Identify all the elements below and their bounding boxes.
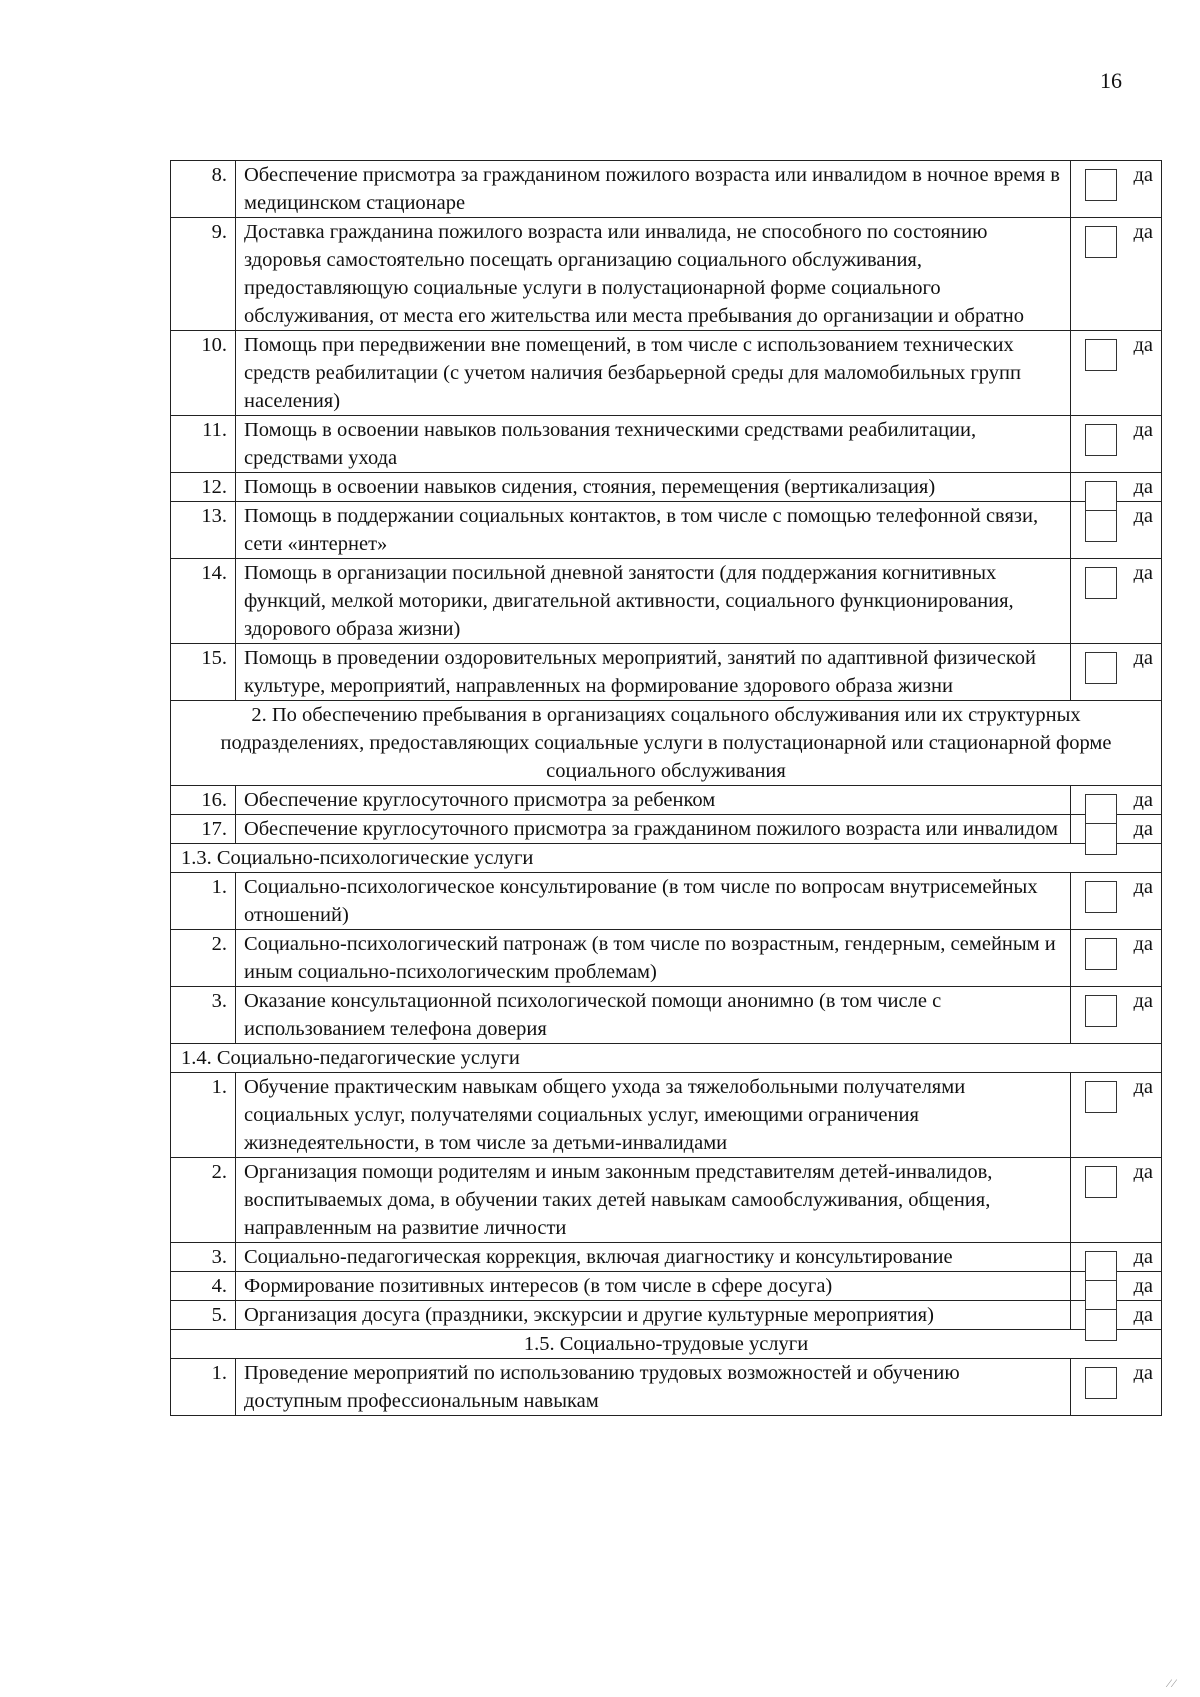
answer-label: да xyxy=(1133,505,1153,527)
service-row xyxy=(171,218,1162,331)
service-checkbox[interactable] xyxy=(1085,169,1117,201)
answer-label: да xyxy=(1133,933,1153,955)
answer-cell xyxy=(1071,930,1162,987)
answer-label: да xyxy=(1133,647,1153,669)
service-number: 1. xyxy=(171,1073,236,1158)
answer-cell xyxy=(1071,502,1162,559)
answer-label: да xyxy=(1133,476,1153,498)
service-row xyxy=(171,987,1162,1044)
service-checkbox[interactable] xyxy=(1085,510,1117,542)
answer-cell xyxy=(1071,218,1162,331)
service-checkbox[interactable] xyxy=(1085,995,1117,1027)
answer-label: да xyxy=(1133,1362,1153,1384)
service-row xyxy=(171,815,1162,844)
service-description: Социально-психологическое консультирование (в том числе по вопросам внутрисемейных отношений) xyxy=(236,873,1071,930)
service-description: Помощь в освоении навыков сидения, стояния, перемещения (вертикализация) xyxy=(236,473,1071,502)
service-description: Социально-психологический патронаж (в том числе по возрастным, гендерным, семейным и иным социально-психологическим проблемам) xyxy=(236,930,1071,987)
section-heading: 1.3. Социально-психологические услуги xyxy=(171,844,1162,873)
service-number: 2. xyxy=(171,930,236,987)
service-checkbox[interactable] xyxy=(1085,823,1117,855)
section-title-row xyxy=(171,844,1162,873)
answer-label: да xyxy=(1133,1275,1153,1297)
section-heading: 1.4. Социально-педагогические услуги xyxy=(171,1044,1162,1073)
service-number: 3. xyxy=(171,1243,236,1272)
service-description: Оказание консультационной психологической помощи анонимно (в том числе с использованием телефона доверия xyxy=(236,987,1071,1044)
service-row xyxy=(171,1359,1162,1416)
service-description: Обеспечение круглосуточного присмотра за ребенком xyxy=(236,786,1071,815)
answer-cell xyxy=(1071,1073,1162,1158)
service-description: Организация помощи родителям и иным законным представителям детей-инвалидов, воспитываемых дома, в обучении таких детей навыкам самообслуживания, общения, направленным на развитие личности xyxy=(236,1158,1071,1243)
service-description: Обеспечение присмотра за гражданином пожилого возраста или инвалидом в ночное время в медицинском стационаре xyxy=(236,161,1071,218)
service-checkbox[interactable] xyxy=(1085,938,1117,970)
service-row xyxy=(171,473,1162,502)
answer-cell xyxy=(1071,644,1162,701)
answer-label: да xyxy=(1133,334,1153,356)
service-number: 8. xyxy=(171,161,236,218)
service-number: 5. xyxy=(171,1301,236,1330)
service-row xyxy=(171,1158,1162,1243)
service-row xyxy=(171,1301,1162,1330)
section-heading-row xyxy=(171,1330,1162,1359)
service-description: Формирование позитивных интересов (в том числе в сфере досуга) xyxy=(236,1272,1071,1301)
service-number: 12. xyxy=(171,473,236,502)
service-checkbox[interactable] xyxy=(1085,226,1117,258)
section-heading: 2. По обеспечению пребывания в организациях соцального обслуживания или их структурных подразделениях, предоставляющих социальные услуги в полустационарной или стационарной форме социального обслуживания xyxy=(171,701,1162,786)
service-number: 4. xyxy=(171,1272,236,1301)
service-row xyxy=(171,1243,1162,1272)
service-number: 15. xyxy=(171,644,236,701)
answer-cell xyxy=(1071,161,1162,218)
service-row xyxy=(171,786,1162,815)
service-checkbox[interactable] xyxy=(1085,339,1117,371)
service-description: Помощь в освоении навыков пользования техническими средствами реабилитации, средствами ухода xyxy=(236,416,1071,473)
service-number: 3. xyxy=(171,987,236,1044)
answer-cell xyxy=(1071,1359,1162,1416)
answer-cell xyxy=(1071,1243,1162,1272)
service-checkbox[interactable] xyxy=(1085,1309,1117,1341)
answer-cell xyxy=(1071,1158,1162,1243)
answer-cell xyxy=(1071,1301,1162,1330)
answer-label: да xyxy=(1133,1246,1153,1268)
service-row xyxy=(171,331,1162,416)
service-checkbox[interactable] xyxy=(1085,1367,1117,1399)
service-row xyxy=(171,416,1162,473)
scan-mark: ⁄ ⁄ xyxy=(1168,1676,1176,1690)
service-number: 17. xyxy=(171,815,236,844)
answer-cell xyxy=(1071,987,1162,1044)
answer-label: да xyxy=(1133,221,1153,243)
service-description: Помощь в поддержании социальных контактов, в том числе с помощью телефонной связи, сети «интернет» xyxy=(236,502,1071,559)
service-number: 13. xyxy=(171,502,236,559)
answer-label: да xyxy=(1133,1304,1153,1326)
service-checkbox[interactable] xyxy=(1085,424,1117,456)
answer-label: да xyxy=(1133,1076,1153,1098)
service-description: Обучение практическим навыкам общего ухода за тяжелобольными получателями социальных услуг, получателями социальных услуг, имеющими ограничения жизнедеятельности, в том числе за детьми-инвалидами xyxy=(236,1073,1071,1158)
section-heading-row xyxy=(171,701,1162,786)
answer-cell xyxy=(1071,873,1162,930)
service-number: 10. xyxy=(171,331,236,416)
answer-cell xyxy=(1071,786,1162,815)
service-row xyxy=(171,1073,1162,1158)
service-row xyxy=(171,502,1162,559)
answer-label: да xyxy=(1133,990,1153,1012)
answer-label: да xyxy=(1133,789,1153,811)
answer-label: да xyxy=(1133,1161,1153,1183)
answer-cell xyxy=(1071,473,1162,502)
service-row xyxy=(171,559,1162,644)
service-number: 14. xyxy=(171,559,236,644)
service-number: 2. xyxy=(171,1158,236,1243)
service-number: 1. xyxy=(171,873,236,930)
answer-label: да xyxy=(1133,562,1153,584)
service-number: 1. xyxy=(171,1359,236,1416)
service-row xyxy=(171,930,1162,987)
service-checkbox[interactable] xyxy=(1085,1166,1117,1198)
service-number: 16. xyxy=(171,786,236,815)
answer-cell xyxy=(1071,416,1162,473)
section-title-row xyxy=(171,1044,1162,1073)
services-table xyxy=(170,160,1162,1416)
answer-cell xyxy=(1071,815,1162,844)
service-row xyxy=(171,644,1162,701)
answer-label: да xyxy=(1133,164,1153,186)
service-description: Проведение мероприятий по использованию трудовых возможностей и обучению доступным профессиональным навыкам xyxy=(236,1359,1071,1416)
service-checkbox[interactable] xyxy=(1085,881,1117,913)
service-description: Социально-педагогическая коррекция, включая диагностику и консультирование xyxy=(236,1243,1071,1272)
answer-cell xyxy=(1071,559,1162,644)
section-heading: 1.5. Социально-трудовые услуги xyxy=(171,1330,1162,1359)
answer-label: да xyxy=(1133,818,1153,840)
service-description: Обеспечение круглосуточного присмотра за гражданином пожилого возраста или инвалидом xyxy=(236,815,1071,844)
service-row xyxy=(171,161,1162,218)
service-row xyxy=(171,1272,1162,1301)
service-description: Помощь в проведении оздоровительных мероприятий, занятий по адаптивной физической культуре, мероприятий, направленных на формирование здорового образа жизни xyxy=(236,644,1071,701)
service-description: Помощь при передвижении вне помещений, в том числе с использованием технических средств реабилитации (с учетом наличия безбарьерной среды для маломобильных групп населения) xyxy=(236,331,1071,416)
service-row xyxy=(171,873,1162,930)
answer-label: да xyxy=(1133,419,1153,441)
service-checkbox[interactable] xyxy=(1085,567,1117,599)
service-checkbox[interactable] xyxy=(1085,1081,1117,1113)
service-number: 9. xyxy=(171,218,236,331)
service-description: Организация досуга (праздники, экскурсии и другие культурные мероприятия) xyxy=(236,1301,1071,1330)
page-number: 16 xyxy=(1100,68,1122,93)
answer-cell xyxy=(1071,1272,1162,1301)
answer-label: да xyxy=(1133,876,1153,898)
service-description: Доставка гражданина пожилого возраста или инвалида, не способного по состоянию здоровья самостоятельно посещать организацию социального обслуживания, предоставляющую социальные услуги в полустационарной форме социального обслуживания, от места его жительства или места пребывания до организации и обратно xyxy=(236,218,1071,331)
service-description: Помощь в организации посильной дневной занятости (для поддержания когнитивных функций, мелкой моторики, двигательной активности, социального функционирования, здорового образа жизни) xyxy=(236,559,1071,644)
service-checkbox[interactable] xyxy=(1085,652,1117,684)
answer-cell xyxy=(1071,331,1162,416)
service-number: 11. xyxy=(171,416,236,473)
